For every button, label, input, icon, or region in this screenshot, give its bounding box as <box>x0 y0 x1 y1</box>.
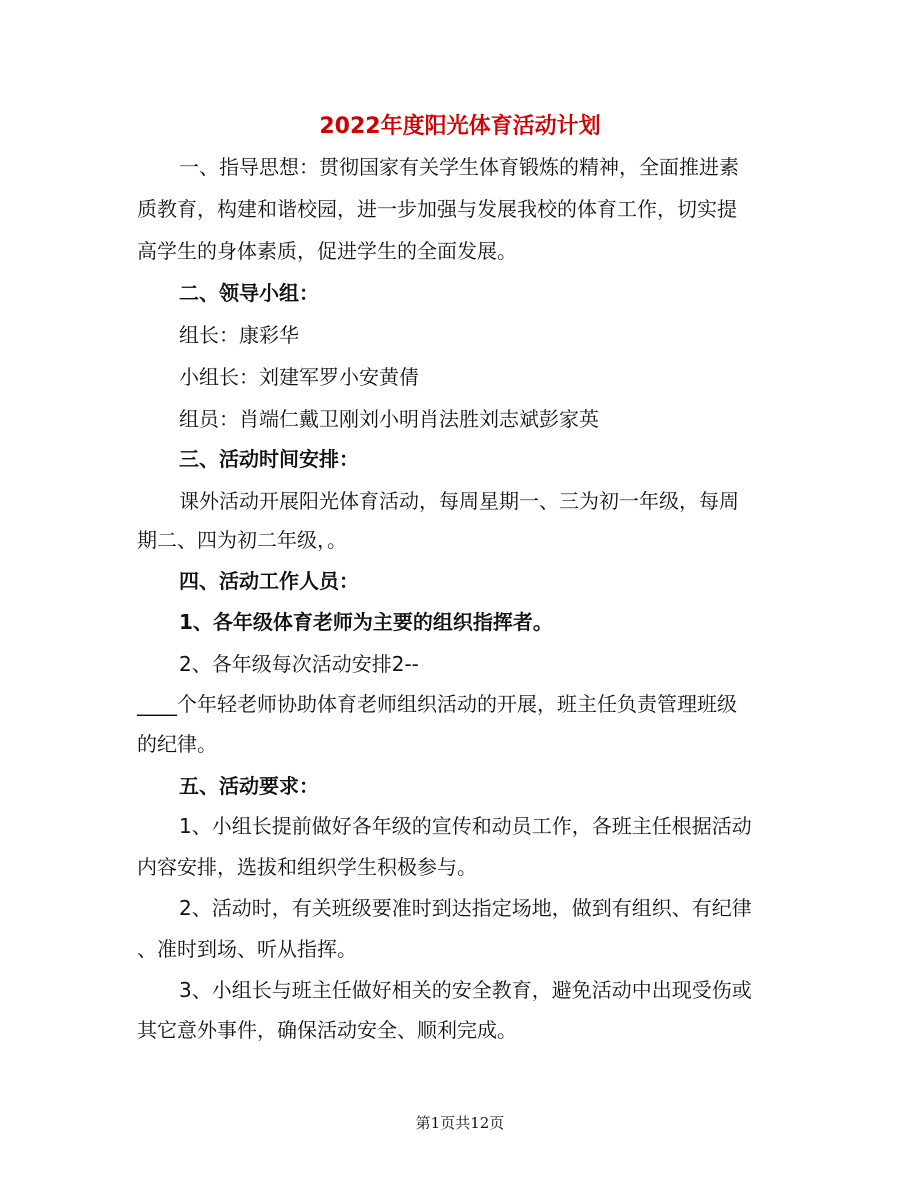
paragraph-line: 组员：肖端仁戴卫刚刘小明肖法胜刘志斌彭家英 <box>179 407 599 431</box>
page-number: 第1页共12页 <box>415 1114 505 1132</box>
section-heading: 1、各年级体育老师为主要的组织指挥者。 <box>179 610 553 634</box>
section-heading: 三、活动时间安排： <box>179 447 359 471</box>
paragraph-line: 2、活动时，有关班级要准时到达指定场地，做到有组织、有纪律 <box>179 896 752 920</box>
paragraph-line: 2、各年级每次活动安排2-- <box>179 652 419 676</box>
paragraph-line: 、准时到场、听从指挥。 <box>137 937 357 961</box>
section-heading: 四、活动工作人员： <box>179 569 359 593</box>
paragraph-line: 组长：康彩华 <box>179 323 299 347</box>
paragraph-line: 课外活动开展阳光体育活动，每周星期一、三为初一年级，每周 <box>179 489 739 513</box>
paragraph-line: ____个年轻老师协助体育老师组织活动的开展，班主任负责管理班级 <box>137 692 737 716</box>
paragraph-line: 的纪律。 <box>137 732 217 756</box>
paragraph-line: 一、指导思想：贯彻国家有关学生体育锻炼的精神，全面推进素 <box>179 155 739 179</box>
section-heading: 二、领导小组： <box>179 281 319 305</box>
paragraph-line: 期二、四为初二年级，。 <box>137 528 347 552</box>
paragraph-line: 高学生的身体素质，促进学生的全面发展。 <box>137 239 517 263</box>
paragraph-line: 质教育，构建和谐校园，进一步加强与发展我校的体育工作，切实提 <box>137 197 737 221</box>
paragraph-line: 1、小组长提前做好各年级的宣传和动员工作，各班主任根据活动 <box>179 814 752 838</box>
paragraph-line: 内容安排，选拔和组织学生积极参与。 <box>137 855 477 879</box>
paragraph-line: 小组长：刘建军罗小安黄倩 <box>179 365 419 389</box>
document-title: 2022年度阳光体育活动计划 <box>319 114 601 139</box>
paragraph-line: 其它意外事件，确保活动安全、顺利完成。 <box>137 1018 517 1042</box>
paragraph-line: 3、小组长与班主任做好相关的安全教育，避免活动中出现受伤或 <box>179 978 752 1002</box>
section-heading: 五、活动要求： <box>179 774 319 798</box>
